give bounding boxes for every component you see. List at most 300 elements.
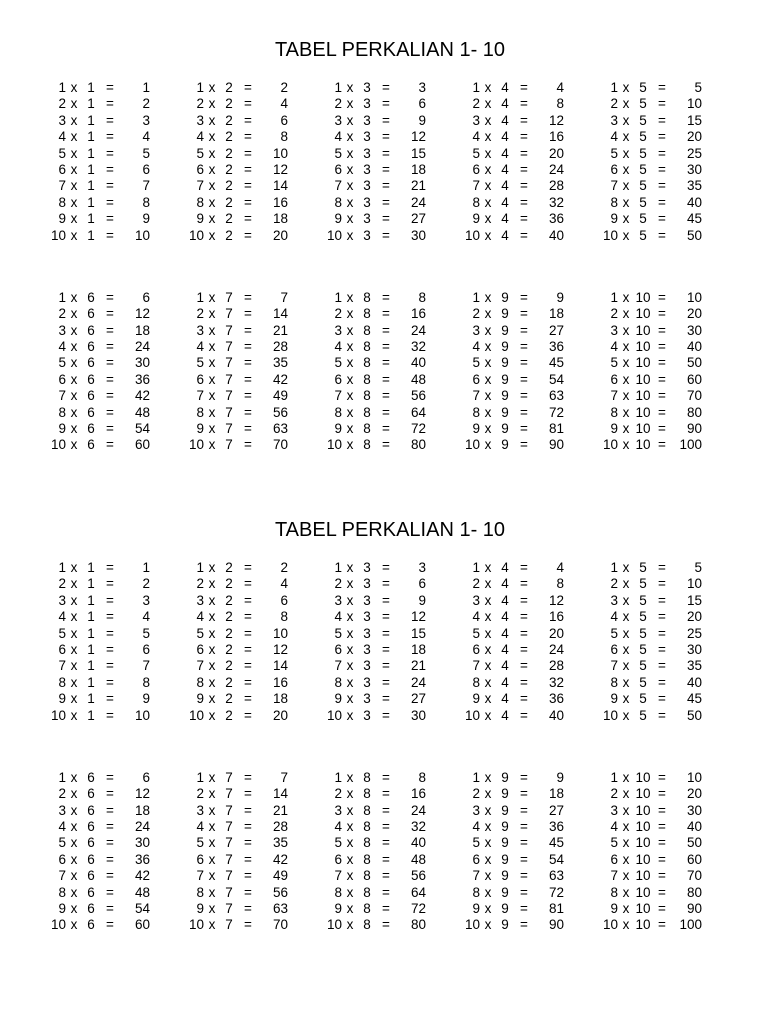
multiplier: 4	[501, 560, 509, 575]
equals-sign: =	[106, 674, 114, 690]
times-sign: x	[346, 161, 354, 177]
multiplicand: 3	[472, 592, 480, 608]
multiplicand: 9	[58, 901, 66, 917]
product: 48	[134, 884, 150, 900]
product: 24	[410, 802, 426, 818]
multiplier: 6	[87, 306, 95, 322]
multiplicand: 8	[334, 404, 342, 420]
product: 56	[410, 388, 426, 404]
times-sign: x	[484, 421, 492, 437]
multiplicand: 7	[58, 388, 66, 404]
multiplicand: 6	[334, 851, 342, 867]
product: 35	[272, 355, 288, 371]
product: 45	[686, 211, 702, 227]
table-row	[186, 96, 324, 112]
times-sign: x	[622, 194, 630, 210]
times-sign: x	[208, 835, 216, 851]
table-row	[48, 339, 186, 355]
multiplier: 7	[225, 851, 233, 867]
multiplicand: 9	[58, 421, 66, 437]
multiplier: 3	[363, 80, 371, 95]
equals-sign: =	[244, 851, 252, 867]
times-sign: x	[622, 901, 630, 917]
multiplication-sheet-1	[0, 38, 768, 454]
multiplicand: 4	[610, 609, 618, 625]
equals-sign: =	[244, 707, 252, 723]
equals-sign: =	[106, 641, 114, 657]
multiplicand: 8	[196, 404, 204, 420]
times-sign: x	[484, 129, 492, 145]
product: 42	[134, 868, 150, 884]
equals-sign: =	[382, 112, 390, 128]
table-row	[186, 642, 324, 658]
multiplier: 9	[501, 355, 509, 371]
multiplicand: 9	[334, 691, 342, 707]
table-row	[600, 388, 738, 404]
product: 25	[686, 145, 702, 161]
equals-sign: =	[520, 96, 528, 112]
multiplier: 10	[635, 884, 651, 900]
table-row	[600, 609, 738, 625]
product: 12	[272, 161, 288, 177]
multiplicand: 5	[58, 835, 66, 851]
multiplier: 1	[87, 592, 95, 608]
table-row	[324, 691, 462, 707]
multiplier: 4	[501, 576, 509, 592]
multiplier: 6	[87, 851, 95, 867]
multiplicand: 8	[610, 404, 618, 420]
equals-sign: =	[382, 404, 390, 420]
equals-sign: =	[106, 421, 114, 437]
equals-sign: =	[520, 625, 528, 641]
times-sign: x	[346, 674, 354, 690]
table-row	[186, 609, 324, 625]
product: 28	[548, 658, 564, 674]
table-row	[324, 835, 462, 851]
table-row	[186, 421, 324, 437]
times-sign: x	[622, 802, 630, 818]
product: 36	[548, 211, 564, 227]
multiplicand: 1	[334, 769, 342, 785]
table-row	[186, 372, 324, 388]
table-row	[324, 355, 462, 371]
times-sign: x	[70, 625, 78, 641]
times-sign: x	[484, 96, 492, 112]
product: 72	[410, 421, 426, 437]
multiplier: 9	[501, 421, 509, 437]
multiplicand: 2	[472, 96, 480, 112]
equals-sign: =	[244, 560, 252, 575]
table-row	[186, 113, 324, 129]
multiplier: 3	[363, 194, 371, 210]
table-row	[462, 708, 600, 724]
product: 40	[686, 819, 702, 835]
equals-sign: =	[520, 306, 528, 322]
equals-sign: =	[382, 560, 390, 575]
multiplier: 1	[87, 625, 95, 641]
table-row	[462, 658, 600, 674]
times-sign: x	[208, 178, 216, 194]
product: 40	[410, 355, 426, 371]
multiplicand: 5	[196, 835, 204, 851]
multiplicand: 2	[334, 306, 342, 322]
multiplicand: 1	[472, 80, 480, 95]
times-sign: x	[346, 211, 354, 227]
equals-sign: =	[520, 658, 528, 674]
product: 2	[280, 560, 288, 575]
multiplier: 6	[87, 884, 95, 900]
equals-sign: =	[658, 802, 666, 818]
equals-sign: =	[106, 707, 114, 723]
equals-sign: =	[106, 884, 114, 900]
equals-sign: =	[382, 145, 390, 161]
multiplier: 4	[501, 658, 509, 674]
product: 16	[410, 306, 426, 322]
table-row	[48, 80, 186, 96]
table-row	[600, 339, 738, 355]
equals-sign: =	[106, 306, 114, 322]
product: 12	[134, 306, 150, 322]
table-row	[186, 708, 324, 724]
multiplier: 4	[501, 674, 509, 690]
multiplier: 7	[225, 306, 233, 322]
equals-sign: =	[382, 901, 390, 917]
multiplicand: 10	[188, 227, 204, 243]
multiplier: 4	[501, 194, 509, 210]
multiplicand: 1	[472, 769, 480, 785]
table-row	[600, 786, 738, 802]
equals-sign: =	[520, 609, 528, 625]
multiplicand: 2	[334, 96, 342, 112]
times-sign: x	[346, 819, 354, 835]
multiplier: 4	[501, 96, 509, 112]
table-row	[324, 708, 462, 724]
product: 16	[548, 129, 564, 145]
multiplication-table	[462, 290, 600, 454]
times-sign: x	[346, 322, 354, 338]
multiplicand: 7	[610, 658, 618, 674]
equals-sign: =	[244, 371, 252, 387]
equals-sign: =	[382, 289, 390, 305]
multiplicand: 4	[196, 129, 204, 145]
multiplication-table	[324, 80, 462, 244]
multiplicand: 5	[610, 355, 618, 371]
equals-sign: =	[106, 437, 114, 453]
multiplier: 10	[635, 404, 651, 420]
multiplicand: 5	[334, 355, 342, 371]
times-sign: x	[346, 769, 354, 785]
times-sign: x	[208, 917, 216, 933]
times-sign: x	[484, 560, 492, 575]
equals-sign: =	[658, 96, 666, 112]
multiplicand: 2	[472, 306, 480, 322]
multiplier: 7	[225, 437, 233, 453]
times-sign: x	[208, 421, 216, 437]
multiplicand: 8	[334, 884, 342, 900]
multiplicand: 7	[610, 868, 618, 884]
equals-sign: =	[520, 371, 528, 387]
multiplication-table	[186, 770, 324, 934]
product: 16	[548, 609, 564, 625]
product: 60	[134, 917, 150, 933]
times-sign: x	[70, 691, 78, 707]
times-sign: x	[346, 227, 354, 243]
multiplier: 8	[363, 322, 371, 338]
times-sign: x	[622, 129, 630, 145]
equals-sign: =	[106, 819, 114, 835]
times-sign: x	[484, 80, 492, 95]
table-row	[48, 819, 186, 835]
table-row	[186, 658, 324, 674]
equals-sign: =	[244, 80, 252, 95]
multiplier: 6	[87, 371, 95, 387]
multiplicand: 7	[196, 388, 204, 404]
equals-sign: =	[244, 322, 252, 338]
equals-sign: =	[520, 884, 528, 900]
table-row	[324, 609, 462, 625]
table-row	[324, 852, 462, 868]
multiplicand: 9	[196, 691, 204, 707]
table-row	[600, 96, 738, 112]
multiplier: 8	[363, 851, 371, 867]
multiplicand: 8	[610, 674, 618, 690]
multiplicand: 10	[188, 437, 204, 453]
multiplicand: 5	[58, 355, 66, 371]
equals-sign: =	[106, 917, 114, 933]
multiplier: 9	[501, 289, 509, 305]
equals-sign: =	[658, 339, 666, 355]
times-sign: x	[208, 96, 216, 112]
product: 54	[134, 901, 150, 917]
multiplier: 10	[635, 851, 651, 867]
product: 50	[686, 707, 702, 723]
times-sign: x	[484, 658, 492, 674]
table-row	[186, 228, 324, 244]
table-row	[324, 211, 462, 227]
multiplier: 3	[363, 658, 371, 674]
multiplier: 3	[363, 145, 371, 161]
times-sign: x	[208, 769, 216, 785]
multiplicand: 10	[602, 707, 618, 723]
product: 1	[142, 80, 150, 95]
product: 1	[142, 560, 150, 575]
product: 6	[142, 641, 150, 657]
table-row	[324, 868, 462, 884]
table-row	[48, 113, 186, 129]
times-sign: x	[208, 609, 216, 625]
multiplicand: 10	[602, 227, 618, 243]
multiplier: 4	[501, 625, 509, 641]
table-row	[48, 786, 186, 802]
table-row	[48, 129, 186, 145]
multiplier: 9	[501, 819, 509, 835]
times-sign: x	[208, 227, 216, 243]
times-sign: x	[70, 674, 78, 690]
multiplicand: 5	[610, 145, 618, 161]
equals-sign: =	[520, 576, 528, 592]
product: 4	[556, 80, 564, 95]
equals-sign: =	[658, 560, 666, 575]
table-row	[462, 129, 600, 145]
equals-sign: =	[520, 194, 528, 210]
times-sign: x	[622, 641, 630, 657]
multiplier: 7	[225, 868, 233, 884]
times-sign: x	[484, 592, 492, 608]
product: 100	[679, 917, 702, 933]
table-row	[600, 306, 738, 322]
multiplicand: 2	[196, 96, 204, 112]
table-row	[324, 129, 462, 145]
product: 3	[418, 560, 426, 575]
multiplicand: 6	[58, 161, 66, 177]
multiplicand: 10	[188, 707, 204, 723]
multiplier: 7	[225, 802, 233, 818]
multiplier: 4	[501, 129, 509, 145]
multiplicand: 10	[464, 437, 480, 453]
product: 10	[686, 96, 702, 112]
table-row	[324, 178, 462, 194]
table-row	[600, 323, 738, 339]
table-row	[48, 609, 186, 625]
product: 72	[410, 901, 426, 917]
equals-sign: =	[382, 576, 390, 592]
table-row	[600, 917, 738, 933]
product: 36	[134, 371, 150, 387]
table-row	[462, 770, 600, 786]
equals-sign: =	[520, 178, 528, 194]
equals-sign: =	[658, 227, 666, 243]
equals-sign: =	[244, 211, 252, 227]
equals-sign: =	[382, 371, 390, 387]
multiplicand: 3	[58, 112, 66, 128]
multiplicand: 6	[472, 641, 480, 657]
multiplicand: 10	[50, 437, 66, 453]
equals-sign: =	[106, 404, 114, 420]
product: 18	[410, 641, 426, 657]
table-row	[324, 323, 462, 339]
times-sign: x	[622, 96, 630, 112]
multiplicand: 3	[610, 112, 618, 128]
multiplier: 8	[363, 421, 371, 437]
table-row	[600, 901, 738, 917]
multiplier: 3	[363, 129, 371, 145]
multiplier: 9	[501, 404, 509, 420]
equals-sign: =	[520, 560, 528, 575]
multiplicand: 9	[58, 691, 66, 707]
product: 30	[686, 802, 702, 818]
times-sign: x	[622, 145, 630, 161]
table-row	[48, 626, 186, 642]
times-sign: x	[70, 917, 78, 933]
product: 18	[134, 322, 150, 338]
times-sign: x	[484, 609, 492, 625]
multiplicand: 5	[334, 625, 342, 641]
equals-sign: =	[106, 355, 114, 371]
product: 70	[686, 868, 702, 884]
multiplicand: 2	[610, 786, 618, 802]
multiplier: 4	[501, 592, 509, 608]
equals-sign: =	[520, 707, 528, 723]
multiplier: 4	[501, 227, 509, 243]
table-row	[186, 560, 324, 576]
product: 40	[686, 194, 702, 210]
product: 2	[142, 96, 150, 112]
times-sign: x	[208, 145, 216, 161]
product: 40	[548, 707, 564, 723]
times-sign: x	[346, 609, 354, 625]
multiplicand: 1	[610, 80, 618, 95]
multiplier: 8	[363, 884, 371, 900]
product: 21	[272, 322, 288, 338]
times-sign: x	[622, 884, 630, 900]
equals-sign: =	[520, 112, 528, 128]
multiplicand: 7	[334, 658, 342, 674]
equals-sign: =	[244, 868, 252, 884]
equals-sign: =	[382, 786, 390, 802]
product: 9	[556, 289, 564, 305]
equals-sign: =	[520, 161, 528, 177]
multiplicand: 10	[464, 917, 480, 933]
product: 30	[410, 227, 426, 243]
table-row	[48, 675, 186, 691]
table-row	[462, 642, 600, 658]
times-sign: x	[622, 322, 630, 338]
product: 10	[686, 576, 702, 592]
table-row	[48, 770, 186, 786]
equals-sign: =	[520, 145, 528, 161]
multiplier: 1	[87, 227, 95, 243]
table-row	[600, 626, 738, 642]
multiplier: 8	[363, 306, 371, 322]
equals-sign: =	[382, 161, 390, 177]
product: 100	[679, 437, 702, 453]
times-sign: x	[208, 707, 216, 723]
multiplicand: 9	[196, 211, 204, 227]
equals-sign: =	[658, 835, 666, 851]
table-row	[600, 195, 738, 211]
multiplicand: 8	[58, 674, 66, 690]
product: 4	[556, 560, 564, 575]
table-row	[186, 195, 324, 211]
equals-sign: =	[382, 625, 390, 641]
times-sign: x	[70, 592, 78, 608]
table-row	[324, 658, 462, 674]
multiplicand: 8	[472, 884, 480, 900]
table-row	[186, 437, 324, 453]
equals-sign: =	[658, 868, 666, 884]
product: 5	[694, 560, 702, 575]
table-row	[600, 868, 738, 884]
multiplier: 1	[87, 96, 95, 112]
multiplicand: 3	[334, 322, 342, 338]
equals-sign: =	[244, 178, 252, 194]
times-sign: x	[208, 674, 216, 690]
table-row	[324, 228, 462, 244]
product: 14	[272, 786, 288, 802]
table-row	[600, 658, 738, 674]
product: 90	[686, 901, 702, 917]
multiplier: 9	[501, 306, 509, 322]
times-sign: x	[622, 80, 630, 95]
multiplier: 2	[225, 80, 233, 95]
product: 70	[272, 917, 288, 933]
multiplicand: 4	[472, 339, 480, 355]
multiplier: 8	[363, 437, 371, 453]
table-row	[462, 306, 600, 322]
table-row	[600, 355, 738, 371]
product: 24	[548, 161, 564, 177]
multiplier: 3	[363, 707, 371, 723]
